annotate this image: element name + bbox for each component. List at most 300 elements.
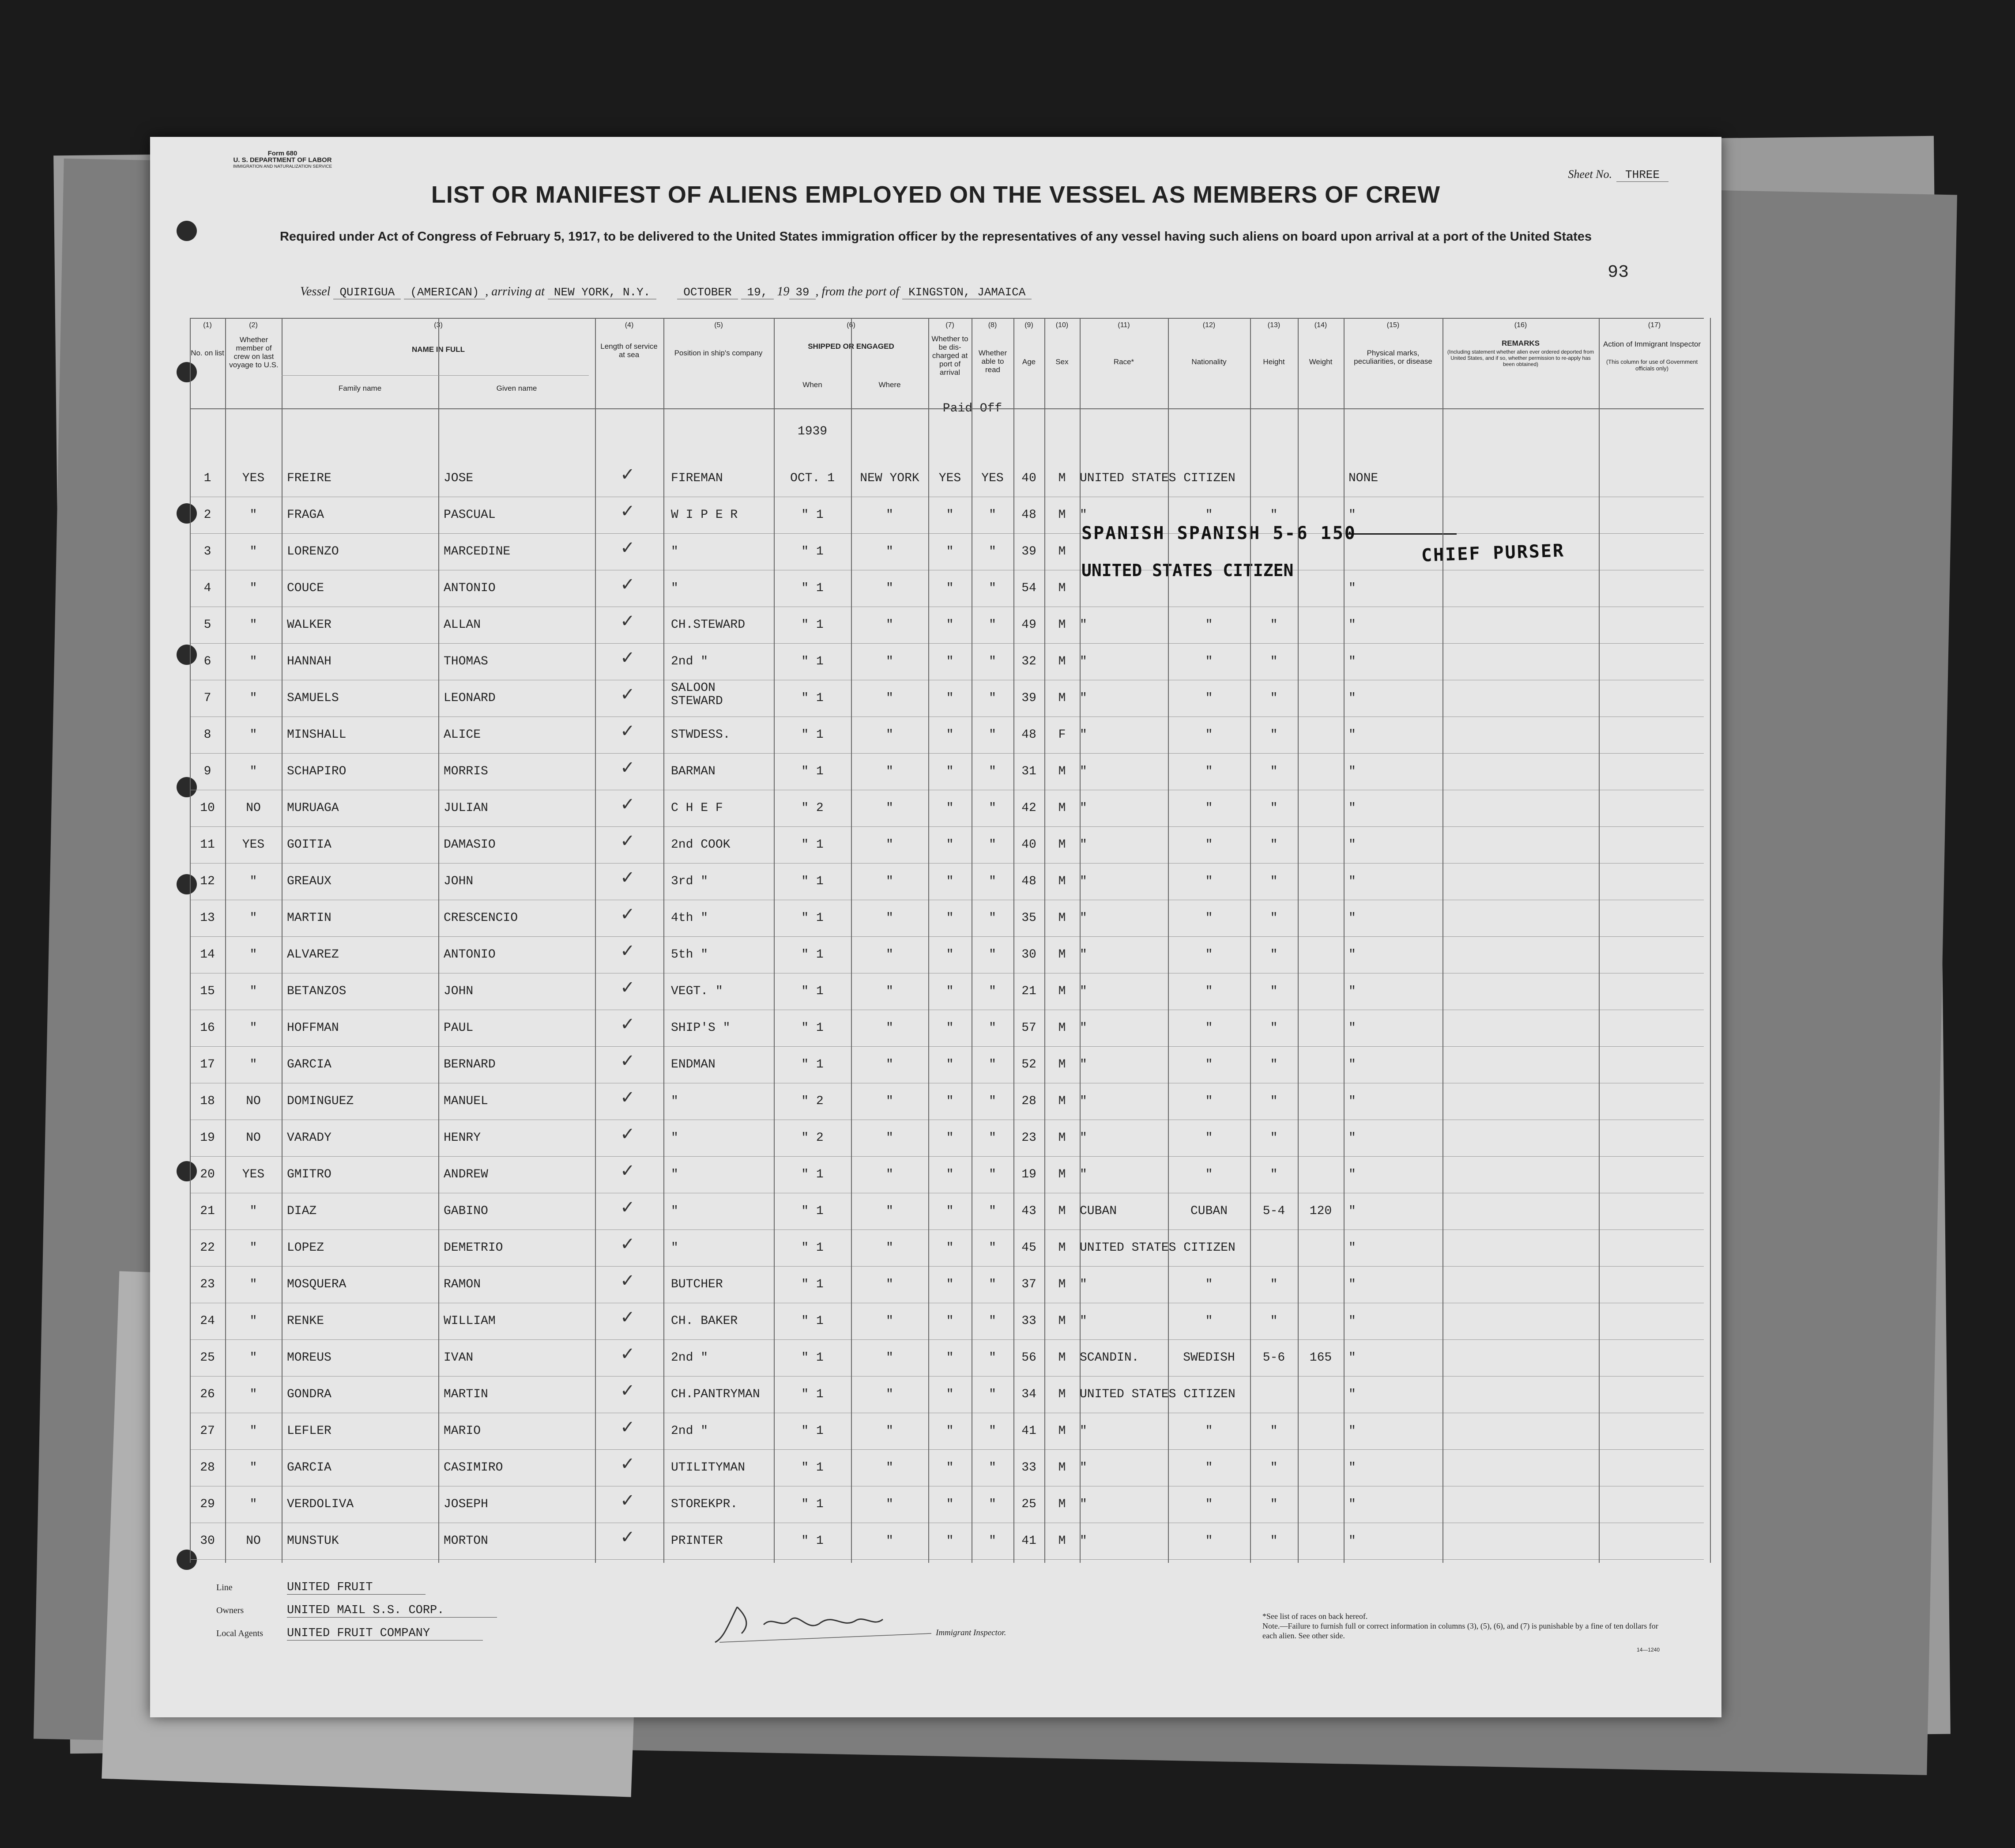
arrival-day: 19, [741,286,774,299]
cell-race: " [1080,655,1087,668]
cell-when: " 1 [801,508,824,522]
column-rule [851,318,852,1563]
cell-age: 41 [1021,1534,1036,1548]
cell-sex: M [1058,1021,1066,1035]
cell-read: " [989,875,996,888]
cell-prev: " [249,875,257,888]
cell-nationality: CUBAN [1190,1204,1228,1218]
cell-when: " 1 [801,1461,824,1475]
check-mark-icon: ✓ [620,904,635,924]
col-header-no: No. on list [191,349,224,357]
agents-value: UNITED FRUIT COMPANY [287,1627,483,1641]
col-header-weight: Weight [1309,358,1333,366]
check-mark-icon: ✓ [620,1161,635,1181]
cell-discharged: " [946,691,954,705]
col-header-height: Height [1263,358,1285,366]
cell-age: 40 [1021,838,1036,852]
cell-read: " [989,1168,996,1181]
cell-nationality: " [1205,1058,1213,1071]
cell-nationality: " [1205,948,1213,962]
cell-age: 40 [1021,471,1036,485]
cell-marks: " [1348,911,1356,925]
check-mark-icon: ✓ [620,1380,635,1401]
cell-race: UNITED STATES CITIZEN [1080,1388,1235,1401]
col-num: (17) [1648,321,1661,329]
cell-where: " [886,1021,893,1035]
col-header-service: Length of service at sea [600,342,658,359]
cell-age: 23 [1021,1131,1036,1145]
cell-discharged: " [946,1241,954,1255]
cell-where: " [886,801,893,815]
cell-family: WALKER [287,618,331,632]
cell-sex: M [1058,1497,1066,1511]
cell-no: 11 [200,838,215,852]
cell-position: FIREMAN [671,471,723,485]
cell-nationality: " [1205,1461,1213,1475]
cell-height: " [1270,765,1278,778]
cell-family: SCHAPIRO [287,765,347,778]
cell-marks: NONE [1348,471,1378,485]
cell-read: " [989,655,996,668]
cell-prev: " [249,728,257,742]
col-num: (3) [434,321,443,329]
cell-family: LOPEZ [287,1241,324,1255]
line-label: Line [216,1583,233,1592]
cell-sex: M [1058,1204,1066,1218]
cell-read: " [989,1388,996,1401]
cell-sex: M [1058,1351,1066,1365]
cell-position: 2nd " [671,1351,708,1365]
cell-no: 14 [200,948,215,962]
cell-marks: " [1348,1278,1356,1291]
cell-height: " [1270,655,1278,668]
cell-position: STOREKPR. [671,1497,738,1511]
cell-discharged: " [946,1058,954,1071]
cell-family: MARTIN [287,911,331,925]
cell-age: 52 [1021,1058,1036,1071]
cell-given: MARTIN [444,1388,488,1401]
annotation-paid-off: Paid Off [942,402,1002,415]
cell-nationality: " [1205,508,1213,522]
cell-read: " [989,1131,996,1145]
cell-no: 7 [203,691,211,705]
col-header-inspector-note: (This column for use of Government officials only) [1606,358,1698,372]
cell-discharged: " [946,728,954,742]
check-mark-icon: ✓ [620,941,635,961]
cell-discharged: " [946,1278,954,1291]
column-rule [1080,318,1081,1563]
cell-height: " [1270,911,1278,925]
col-header-race: Race* [1113,358,1134,366]
cell-when: " 1 [801,1388,824,1401]
cell-when: " 1 [801,545,824,558]
cell-sex: M [1058,1424,1066,1438]
cell-position: 5th " [671,948,708,962]
department-name: U. S. DEPARTMENT OF LABOR [233,156,332,164]
cell-where: " [886,1241,893,1255]
cell-where: " [886,1204,893,1218]
cell-no: 28 [200,1461,215,1475]
cell-sex: M [1058,1278,1066,1291]
cell-sex: M [1058,801,1066,815]
cell-marks: " [1348,1534,1356,1548]
cell-prev: YES [242,838,265,852]
handwritten-chief-purser: CHIEF PURSER [1421,540,1565,566]
cell-height: " [1270,1461,1278,1475]
cell-no: 25 [200,1351,215,1365]
cell-given: DAMASIO [444,838,496,852]
cell-marks: " [1348,1314,1356,1328]
cell-sex: M [1058,655,1066,668]
cell-family: ALVAREZ [287,948,339,962]
column-rule [663,318,664,1563]
cell-discharged: " [946,875,954,888]
cell-where: " [886,1131,893,1145]
cell-prev: " [249,545,257,558]
cell-position: BUTCHER [671,1278,723,1291]
cell-read: " [989,1314,996,1328]
col-header-position: Position in ship's company [674,349,763,357]
cell-weight: 120 [1309,1204,1332,1218]
cell-marks: " [1348,801,1356,815]
cell-read: " [989,728,996,742]
col-num: (12) [1202,321,1216,329]
col-header-age: Age [1022,358,1036,366]
cell-family: MOSQUERA [287,1278,347,1291]
sheet-number [1568,168,1668,181]
cell-discharged: " [946,765,954,778]
cell-position: " [671,581,678,595]
cell-read: " [989,1094,996,1108]
column-rule [1013,318,1014,1563]
cell-nationality: " [1205,618,1213,632]
cell-position: 3rd " [671,875,708,888]
cell-age: 41 [1021,1424,1036,1438]
col-num: (5) [714,321,723,329]
cell-prev: " [249,1204,257,1218]
row-rule [190,533,1704,534]
cell-family: GMITRO [287,1168,331,1181]
cell-marks: " [1348,508,1356,522]
column-rule [1599,318,1600,1563]
cell-sex: F [1058,728,1066,742]
col-header-read: Whether able to read [978,349,1007,374]
cell-nationality: " [1205,728,1213,742]
cell-family: BETANZOS [287,984,347,998]
cell-no: 20 [200,1168,215,1181]
cell-prev: " [249,1241,257,1255]
cell-sex: M [1058,1534,1066,1548]
cell-marks: " [1348,765,1356,778]
row-rule [190,753,1704,754]
header-rule [190,408,1704,409]
cell-when: " 1 [801,875,824,888]
cell-height: " [1270,508,1278,522]
cell-no: 27 [200,1424,215,1438]
cell-given: MANUEL [444,1094,488,1108]
check-mark-icon: ✓ [620,1271,635,1291]
footnote [1262,1611,1660,1641]
owners-value: UNITED MAIL S.S. CORP. [287,1604,497,1618]
check-mark-icon: ✓ [620,721,635,741]
cell-marks: " [1348,581,1356,595]
column-rule [1710,318,1711,1563]
check-mark-icon: ✓ [620,1087,635,1108]
cell-no: 21 [200,1204,215,1218]
cell-given: RAMON [444,1278,481,1291]
page-title: LIST OR MANIFEST OF ALIENS EMPLOYED ON THE VESSEL AS MEMBERS OF CREW [431,181,1441,208]
cell-prev: " [249,1351,257,1365]
cell-sex: M [1058,1388,1066,1401]
cell-given: ANDREW [444,1168,488,1181]
cell-marks: " [1348,838,1356,852]
cell-nationality: " [1205,1424,1213,1438]
cell-read: " [989,765,996,778]
cell-nationality: " [1205,1168,1213,1181]
form-code: 14—1240 [1636,1647,1660,1653]
col-num: (13) [1267,321,1281,329]
col-header-inspector-action: Action of Immigrant Inspector [1603,340,1701,348]
cell-family: DOMINGUEZ [287,1094,354,1108]
cell-no: 18 [200,1094,215,1108]
cell-age: 21 [1021,984,1036,998]
cell-race: " [1080,911,1087,925]
arrival-port: NEW YORK, N.Y. [548,286,656,299]
col-header-shipped: SHIPPED OR ENGAGED [808,342,894,351]
cell-family: GARCIA [287,1058,331,1071]
cell-discharged: " [946,1204,954,1218]
cell-race: " [1080,984,1087,998]
check-mark-icon: ✓ [620,464,635,485]
cell-sex: M [1058,581,1066,595]
col-header-remarks: REMARKS [1502,339,1540,347]
check-mark-icon: ✓ [620,1307,635,1328]
cell-when: " 1 [801,1021,824,1035]
cell-given: BERNARD [444,1058,496,1071]
column-rule [190,318,191,1563]
cell-nationality: SWEDISH [1183,1351,1235,1365]
cell-sex: M [1058,875,1066,888]
check-mark-icon: ✓ [620,1490,635,1511]
cell-read: " [989,1278,996,1291]
cell-when: " 2 [801,1094,824,1108]
cell-no: 8 [203,728,211,742]
cell-no: 10 [200,801,215,815]
cell-nationality: " [1205,984,1213,998]
check-mark-icon: ✓ [620,611,635,631]
cell-height: " [1270,801,1278,815]
cell-nationality: " [1205,801,1213,815]
cell-no: 22 [200,1241,215,1255]
cell-given: JOSE [444,471,474,485]
check-mark-icon: ✓ [620,1197,635,1218]
row-rule [190,643,1704,644]
cell-marks: " [1348,1241,1356,1255]
cell-race: UNITED STATES CITIZEN [1080,1241,1235,1255]
cell-race: " [1080,1314,1087,1328]
cell-nationality: " [1205,1131,1213,1145]
cell-discharged: " [946,838,954,852]
cell-no: 26 [200,1388,215,1401]
cell-when: OCT. 1 [790,471,835,485]
cell-race: " [1080,948,1087,962]
cell-sex: M [1058,1131,1066,1145]
cell-race: " [1080,691,1087,705]
cell-marks: " [1348,1131,1356,1145]
check-mark-icon: ✓ [620,1051,635,1071]
cell-height: " [1270,838,1278,852]
cell-marks: " [1348,1351,1356,1365]
cell-when: " 1 [801,838,824,852]
cell-family: GOITIA [287,838,331,852]
cell-where: " [886,691,893,705]
cell-prev: " [249,984,257,998]
col-header-where: Where [878,381,901,389]
cell-when: " 1 [801,1241,824,1255]
cell-sex: M [1058,1314,1066,1328]
cell-given: HENRY [444,1131,481,1145]
cell-family: RENKE [287,1314,324,1328]
cell-read: " [989,1241,996,1255]
cell-prev: " [249,911,257,925]
cell-sex: M [1058,1461,1066,1475]
cell-prev: YES [242,1168,265,1181]
cell-position: SHIP'S " [671,1021,731,1035]
cell-position: 2nd COOK [671,838,731,852]
cell-sex: M [1058,508,1066,522]
cell-marks: " [1348,618,1356,632]
cell-position: CH. BAKER [671,1314,738,1328]
cell-race: " [1080,1424,1087,1438]
check-mark-icon: ✓ [620,538,635,558]
cell-nationality: " [1205,875,1213,888]
cell-age: 25 [1021,1497,1036,1511]
cell-family: DIAZ [287,1204,317,1218]
cell-no: 23 [200,1278,215,1291]
check-mark-icon: ✓ [620,1527,635,1547]
cell-prev: " [249,1021,257,1035]
col-num: (7) [945,321,954,329]
cell-discharged: " [946,655,954,668]
cell-given: MORRIS [444,765,488,778]
departure-port: KINGSTON, JAMAICA [902,286,1032,299]
cell-when: " 1 [801,581,824,595]
inspector-signature [711,1598,940,1647]
cell-position: " [671,545,678,558]
cell-no: 24 [200,1314,215,1328]
cell-discharged: " [946,1094,954,1108]
cell-sex: M [1058,471,1066,485]
cell-height: " [1270,1534,1278,1548]
cell-when: " 1 [801,1497,824,1511]
cell-position: CH.PANTRYMAN [671,1388,760,1401]
cell-where: " [886,728,893,742]
cell-age: 31 [1021,765,1036,778]
cell-family: MOREUS [287,1351,331,1365]
cell-sex: M [1058,948,1066,962]
cell-position: BARMAN [671,765,716,778]
check-mark-icon: ✓ [620,574,635,595]
cell-sex: M [1058,765,1066,778]
cell-given: JOHN [444,984,474,998]
cell-weight: 165 [1309,1351,1332,1365]
cell-marks: " [1348,1204,1356,1218]
cell-when: " 1 [801,1058,824,1071]
cell-prev: " [249,1424,257,1438]
row-rule [190,936,1704,937]
cell-where: " [886,765,893,778]
cell-race: " [1080,618,1087,632]
header-rule [190,318,1704,319]
col-num: (16) [1514,321,1527,329]
vessel-name: QUIRIGUA [333,286,401,299]
from-label: , from the port of [815,285,900,298]
cell-prev: " [249,655,257,668]
cell-read: " [989,1461,996,1475]
row-rule [190,1266,1704,1267]
cell-where: " [886,508,893,522]
cell-marks: " [1348,1461,1356,1475]
cell-sex: M [1058,984,1066,998]
form-header [190,150,375,170]
cell-read: " [989,984,996,998]
manifest-page [150,137,1721,1717]
cell-read: " [989,1497,996,1511]
cell-when: " 2 [801,1131,824,1145]
cell-family: FREIRE [287,471,331,485]
cell-nationality: " [1205,1021,1213,1035]
page-number: 93 [1607,263,1629,283]
cell-discharged: " [946,1168,954,1181]
cell-discharged: " [946,801,954,815]
cell-race: " [1080,1168,1087,1181]
cell-discharged: " [946,1534,954,1548]
cell-race: " [1080,728,1087,742]
cell-when: " 1 [801,1424,824,1438]
cell-nationality: " [1205,691,1213,705]
cell-where: " [886,1388,893,1401]
cell-prev: " [249,1497,257,1511]
punch-hole [177,221,197,241]
cell-race: " [1080,1094,1087,1108]
cell-no: 29 [200,1497,215,1511]
cell-age: 33 [1021,1314,1036,1328]
cell-prev: " [249,508,257,522]
cell-no: 9 [203,765,211,778]
cell-discharged: " [946,1314,954,1328]
cell-read: " [989,581,996,595]
cell-position: ENDMAN [671,1058,716,1071]
cell-no: 17 [200,1058,215,1071]
cell-sex: M [1058,1058,1066,1071]
cell-nationality: " [1205,1497,1213,1511]
cell-given: THOMAS [444,655,488,668]
cell-age: 54 [1021,581,1036,595]
cell-family: COUCE [287,581,324,595]
cell-marks: " [1348,1497,1356,1511]
cell-prev: " [249,618,257,632]
cell-discharged: YES [938,471,961,485]
cell-read: " [989,508,996,522]
cell-discharged: " [946,948,954,962]
cell-race: " [1080,1058,1087,1071]
check-mark-icon: ✓ [620,684,635,705]
cell-marks: " [1348,948,1356,962]
column-rule [595,318,596,1563]
cell-read: " [989,948,996,962]
cell-when: " 1 [801,1204,824,1218]
cell-read: YES [981,471,1004,485]
